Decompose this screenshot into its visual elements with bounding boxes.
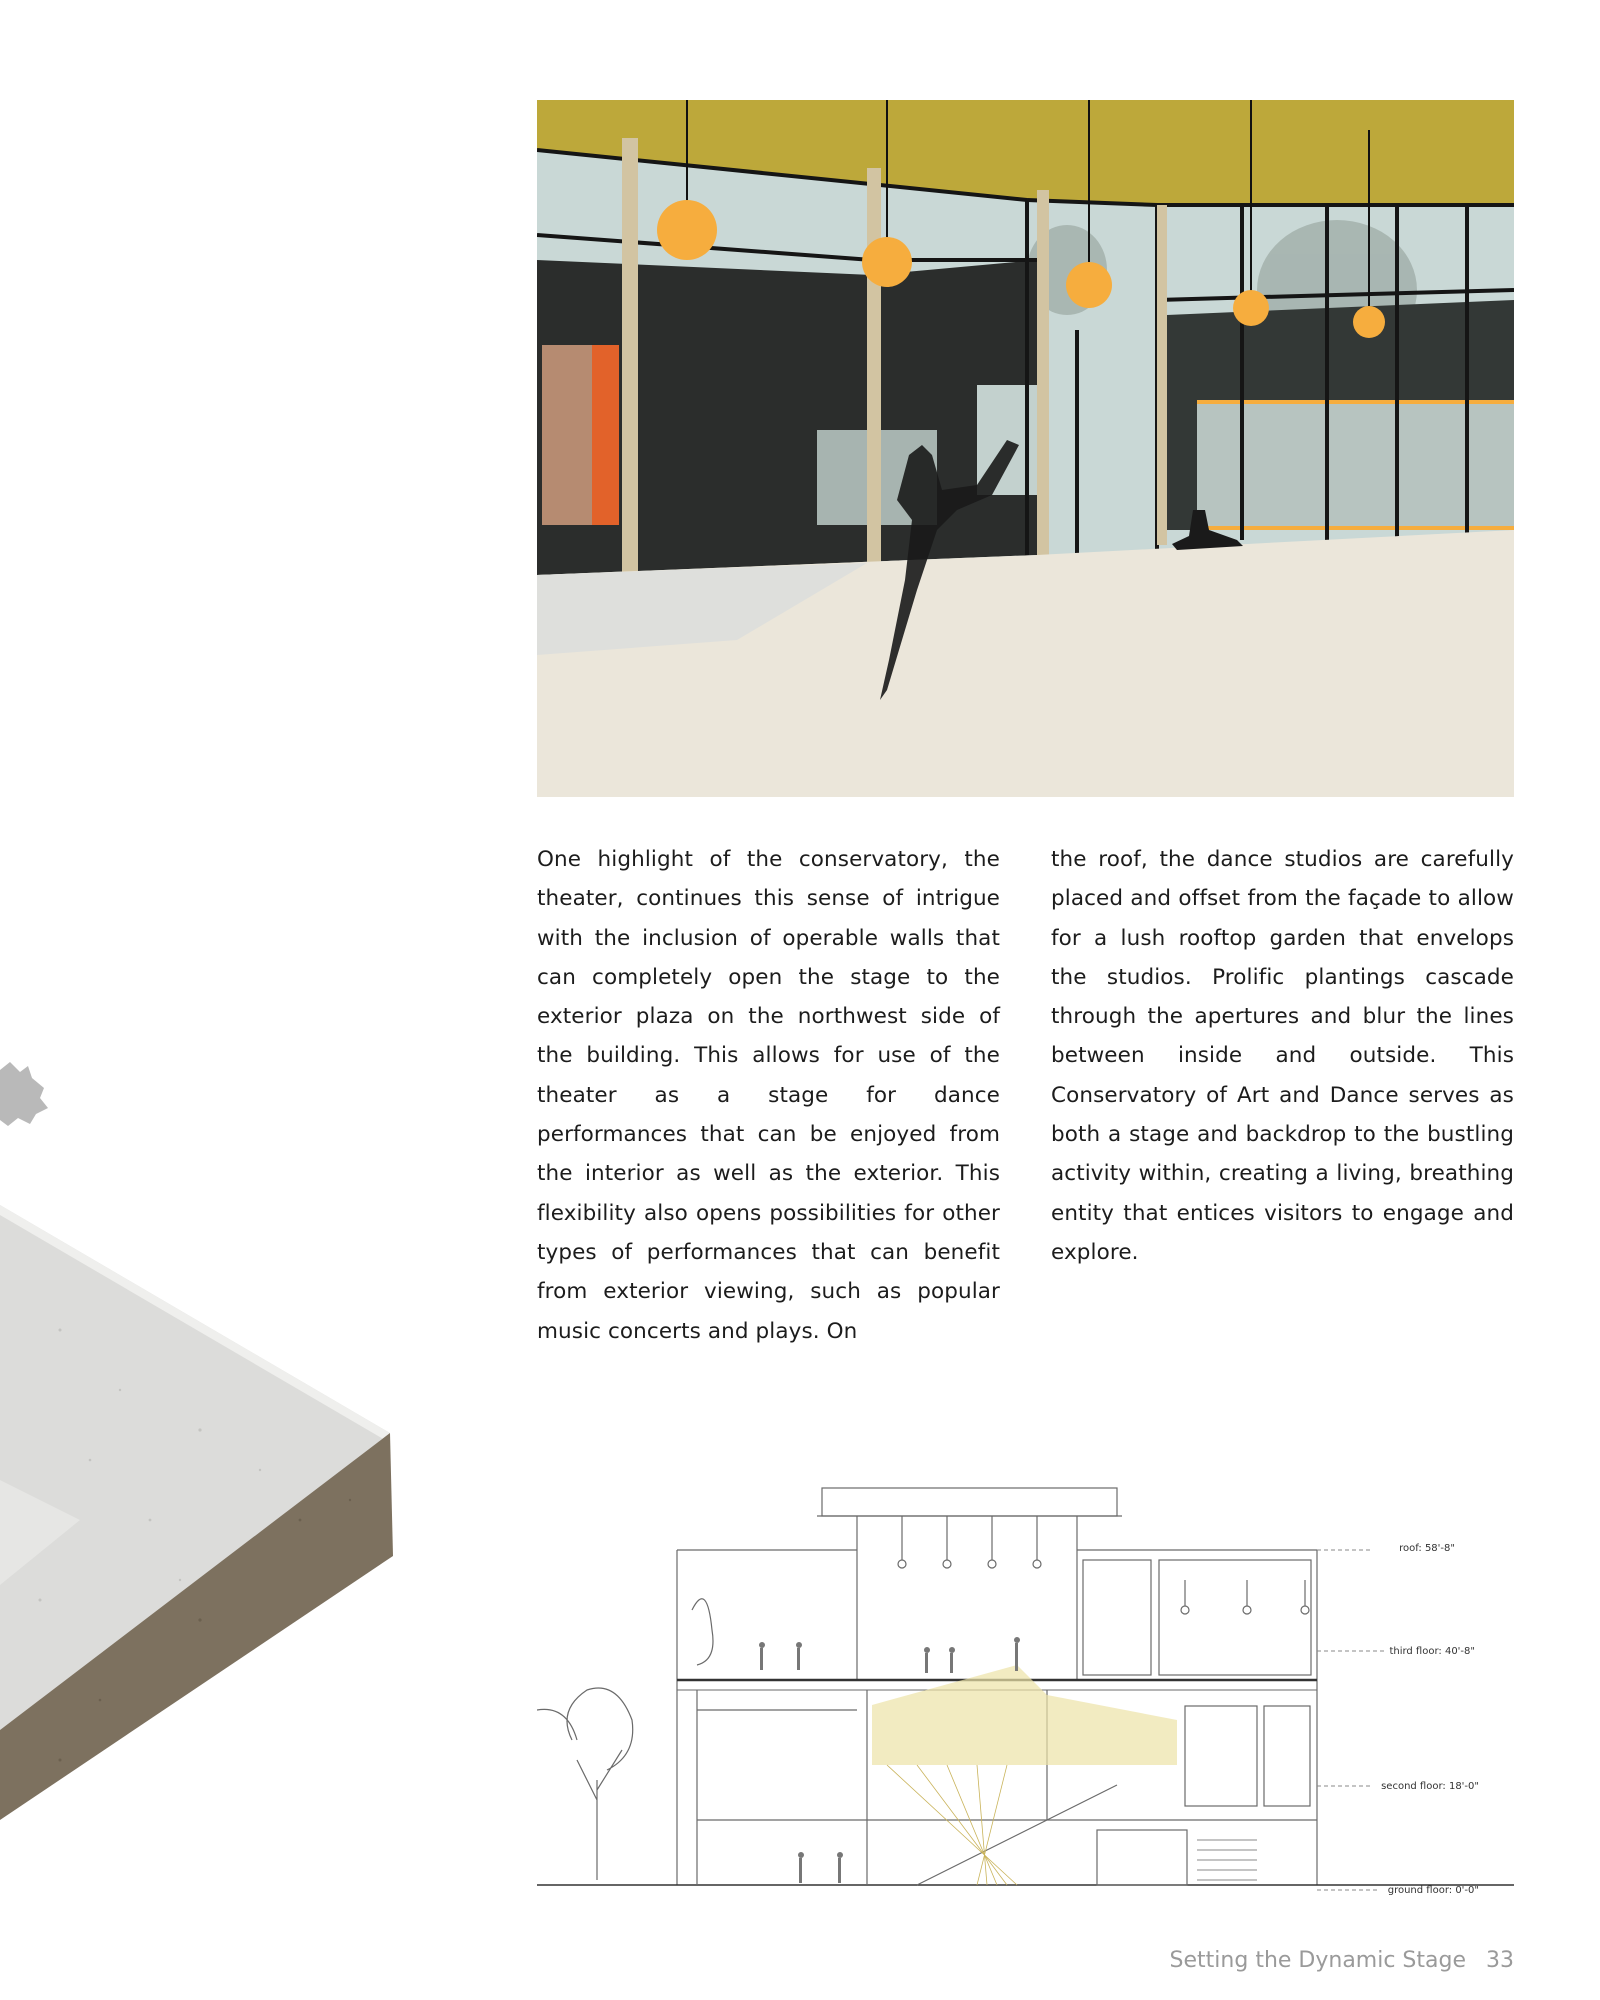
- level-label-roof: roof: 58'-8": [1399, 1543, 1455, 1554]
- column: [1037, 190, 1049, 555]
- body-text-column-right: the roof, the dance studios are carefully placed and offset from the façade to allow for a lush rooftop garden that envelops the studios. Prolific plantings cascade through the apertures and blur the lines between inside and outside. This Conservatory of Art and Dance serves as both a stage and backdrop to the bustling activity within, creating a living, breathing entity that entices visitors to engage and explore.: [1051, 847, 1514, 1265]
- column: [1157, 205, 1167, 545]
- body-text-column-left: One highlight of the conservatory, the theater, continues this sense of intrigue with the inclusion of operable walls that can completely open the stage to the exterior plaza on the northwest side of the building. This allows for use of the theater as a stage for dance performances that can be enjoyed from the interior as well as the exterior. This flexibility also opens possibilities for other types of performances that can benefit from exterior viewing, such as popular music concerts and plays. On: [537, 847, 1000, 1344]
- footer-title: Setting the Dynamic Stage: [1169, 1948, 1466, 1973]
- column: [867, 168, 881, 583]
- pendant-light: [1066, 262, 1112, 308]
- level-label-ground-floor: ground floor: 0'-0": [1387, 1885, 1479, 1896]
- page-footer: [1170, 1948, 1514, 1973]
- pendant-light: [1233, 290, 1269, 326]
- page-number: 33: [1486, 1948, 1514, 1973]
- interior-rendering: [537, 100, 1514, 797]
- axonometric-block-illustration: [0, 1000, 420, 1820]
- pendant-light: [862, 237, 912, 287]
- pendant-light: [1353, 306, 1385, 338]
- pendant-light: [657, 200, 717, 260]
- level-label-third-floor: third floor: 40'-8": [1389, 1646, 1475, 1657]
- tree-silhouette: [0, 1062, 48, 1126]
- column: [622, 138, 638, 643]
- level-label-second-floor: second floor: 18'-0": [1381, 1781, 1479, 1792]
- building-section-drawing: [537, 1480, 1514, 1910]
